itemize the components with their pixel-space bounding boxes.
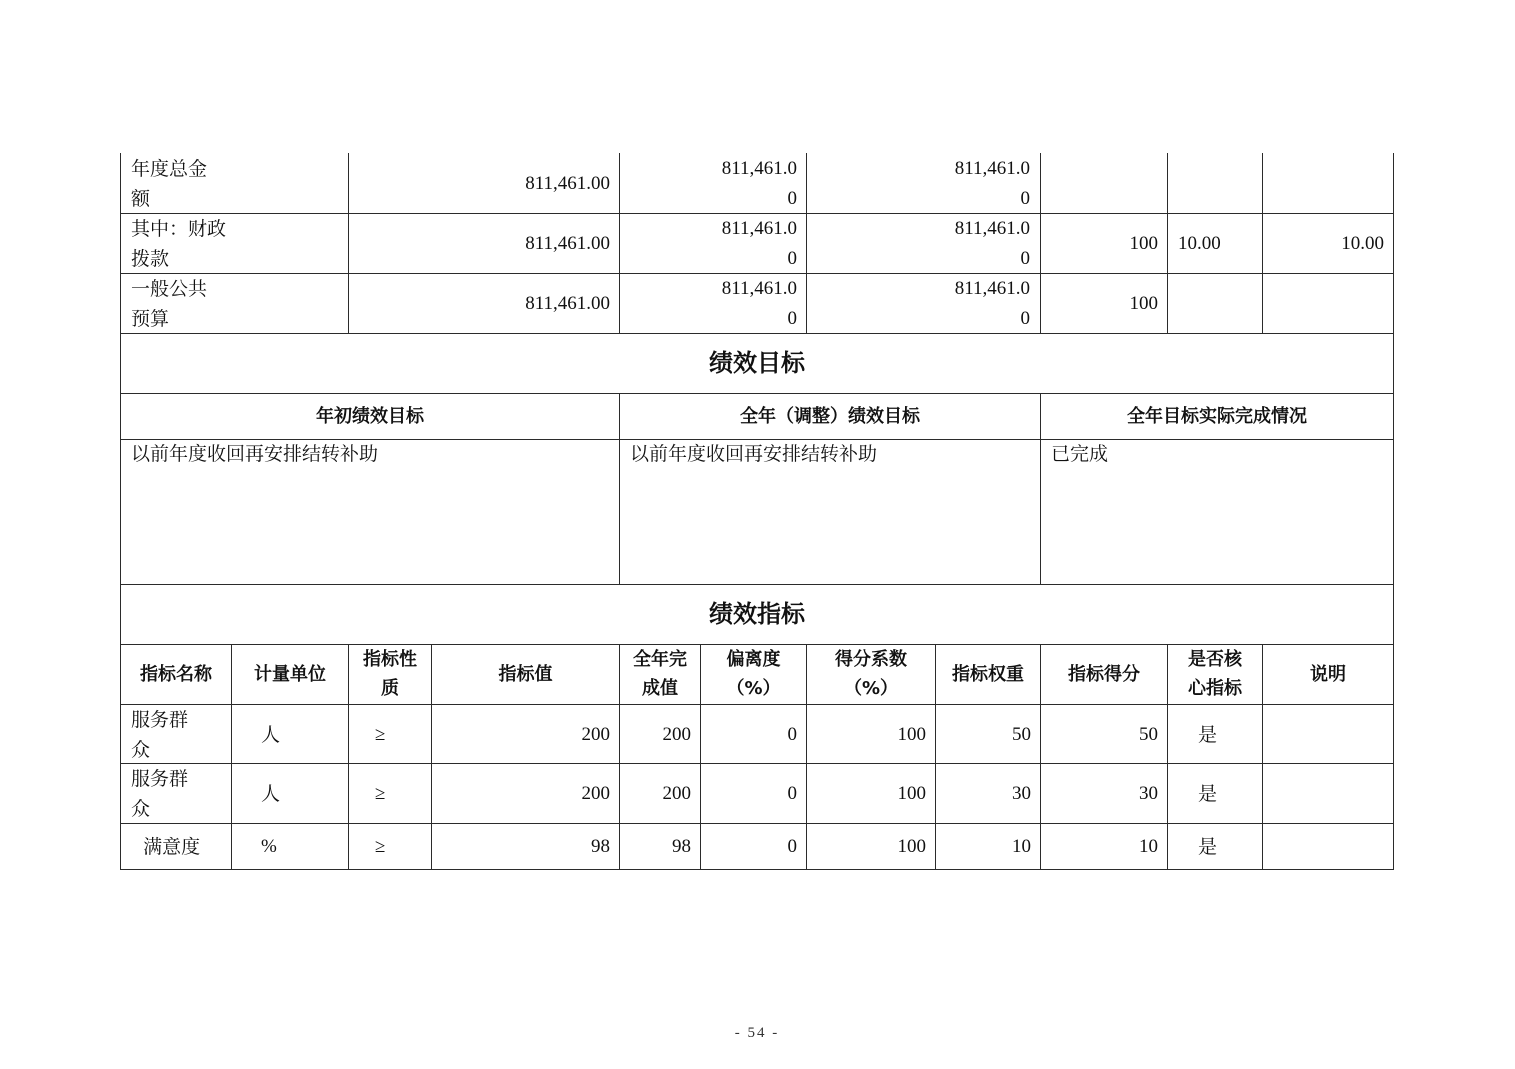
- indicator-coefficient: 100: [897, 836, 926, 857]
- indicator-nature: ≥: [375, 836, 386, 857]
- indicator-header-nature: 指标性 质: [363, 649, 417, 699]
- funding-execution-rate: 100: [1129, 293, 1158, 314]
- funding-executed: 811,461.0 0: [954, 218, 1030, 269]
- indicator-deviation: 0: [787, 836, 797, 857]
- funding-row-label: 其中：财政 拨款: [131, 218, 227, 270]
- indicator-weight: 30: [1012, 783, 1031, 804]
- indicator-header-name: 指标名称: [140, 664, 212, 685]
- funding-annual-budget: 811,461.0 0: [721, 218, 797, 269]
- table-border-left: [120, 153, 121, 869]
- indicator-nature: ≥: [375, 783, 386, 804]
- funding-initial-budget: 811,461.00: [525, 293, 610, 314]
- goals-header-completion: 全年目标实际完成情况: [1127, 406, 1307, 427]
- indicator-header-deviation: 偏离度 （%）: [726, 649, 781, 699]
- funding-initial-budget: 811,461.00: [525, 233, 610, 254]
- funding-annual-budget: 811,461.0 0: [721, 278, 797, 329]
- goals-title-bottom: [120, 393, 1394, 394]
- indicator-nature: ≥: [375, 724, 386, 745]
- indicator-coefficient: 100: [897, 724, 926, 745]
- funding-row-label: 一般公共 预算: [131, 278, 208, 330]
- goals-section-bottom: [120, 584, 1394, 585]
- goals-header-initial: 年初绩效目标: [316, 406, 424, 427]
- goals-initial-text: 以前年度收回再安排结转补助: [131, 443, 379, 465]
- indicator-core: 是: [1198, 724, 1218, 746]
- indicator-unit: %: [261, 836, 277, 857]
- indicator-score: 10: [1139, 836, 1158, 857]
- indicator-core: 是: [1198, 783, 1218, 805]
- funding-score: 10.00: [1341, 233, 1384, 254]
- table-border-bottom: [120, 869, 1394, 870]
- funding-col-divider: [1167, 153, 1168, 333]
- indicator-header-weight: 指标权重: [952, 664, 1024, 685]
- funding-initial-budget: 811,461.00: [525, 173, 610, 194]
- goals-adjusted-text: 以前年度收回再安排结转补助: [630, 443, 878, 465]
- funding-executed: 811,461.0 0: [954, 278, 1030, 329]
- indicator-score: 30: [1139, 783, 1158, 804]
- indicator-name: 服务群 众: [131, 709, 189, 761]
- indicators-row-divider: [120, 763, 1394, 764]
- indicator-actual: 200: [662, 783, 691, 804]
- indicators-header-bottom: [120, 704, 1394, 705]
- indicator-value: 98: [591, 836, 610, 857]
- funding-annual-budget: 811,461.0 0: [721, 158, 797, 209]
- indicators-section-title: 绩效指标: [709, 600, 805, 628]
- indicator-deviation: 0: [787, 783, 797, 804]
- indicator-core: 是: [1198, 836, 1218, 858]
- indicator-value: 200: [581, 724, 610, 745]
- funding-executed: 811,461.0 0: [954, 158, 1030, 209]
- indicator-header-core: 是否核 心指标: [1188, 649, 1242, 699]
- indicator-score: 50: [1139, 724, 1158, 745]
- indicator-deviation: 0: [787, 724, 797, 745]
- indicator-name: 满意度: [131, 836, 201, 858]
- goals-completion-text: 已完成: [1051, 443, 1109, 465]
- indicator-unit: 人: [261, 724, 281, 746]
- indicator-header-coefficient: 得分系数 （%）: [835, 649, 907, 699]
- indicator-header-unit: 计量单位: [254, 664, 326, 685]
- goals-header-adjusted: 全年（调整）绩效目标: [740, 406, 920, 427]
- indicator-coefficient: 100: [897, 783, 926, 804]
- indicator-header-actual: 全年完 成值: [633, 649, 687, 699]
- funding-weight: 10.00: [1178, 233, 1221, 254]
- indicator-weight: 10: [1012, 836, 1031, 857]
- page-number: - 54 -: [734, 1025, 780, 1041]
- indicators-row-divider: [120, 823, 1394, 824]
- funding-row-label: 年度总金 额: [131, 158, 208, 210]
- table-border-right: [1393, 153, 1394, 869]
- indicator-actual: 98: [672, 836, 691, 857]
- indicator-header-note: 说明: [1310, 664, 1346, 685]
- indicator-header-value: 指标值: [498, 664, 553, 685]
- funding-execution-rate: 100: [1129, 233, 1158, 254]
- indicator-unit: 人: [261, 783, 281, 805]
- indicator-name: 服务群 众: [131, 768, 189, 820]
- indicator-value: 200: [581, 783, 610, 804]
- goals-section-title: 绩效目标: [709, 349, 805, 377]
- indicator-actual: 200: [662, 724, 691, 745]
- indicator-header-score: 指标得分: [1068, 664, 1140, 685]
- indicator-weight: 50: [1012, 724, 1031, 745]
